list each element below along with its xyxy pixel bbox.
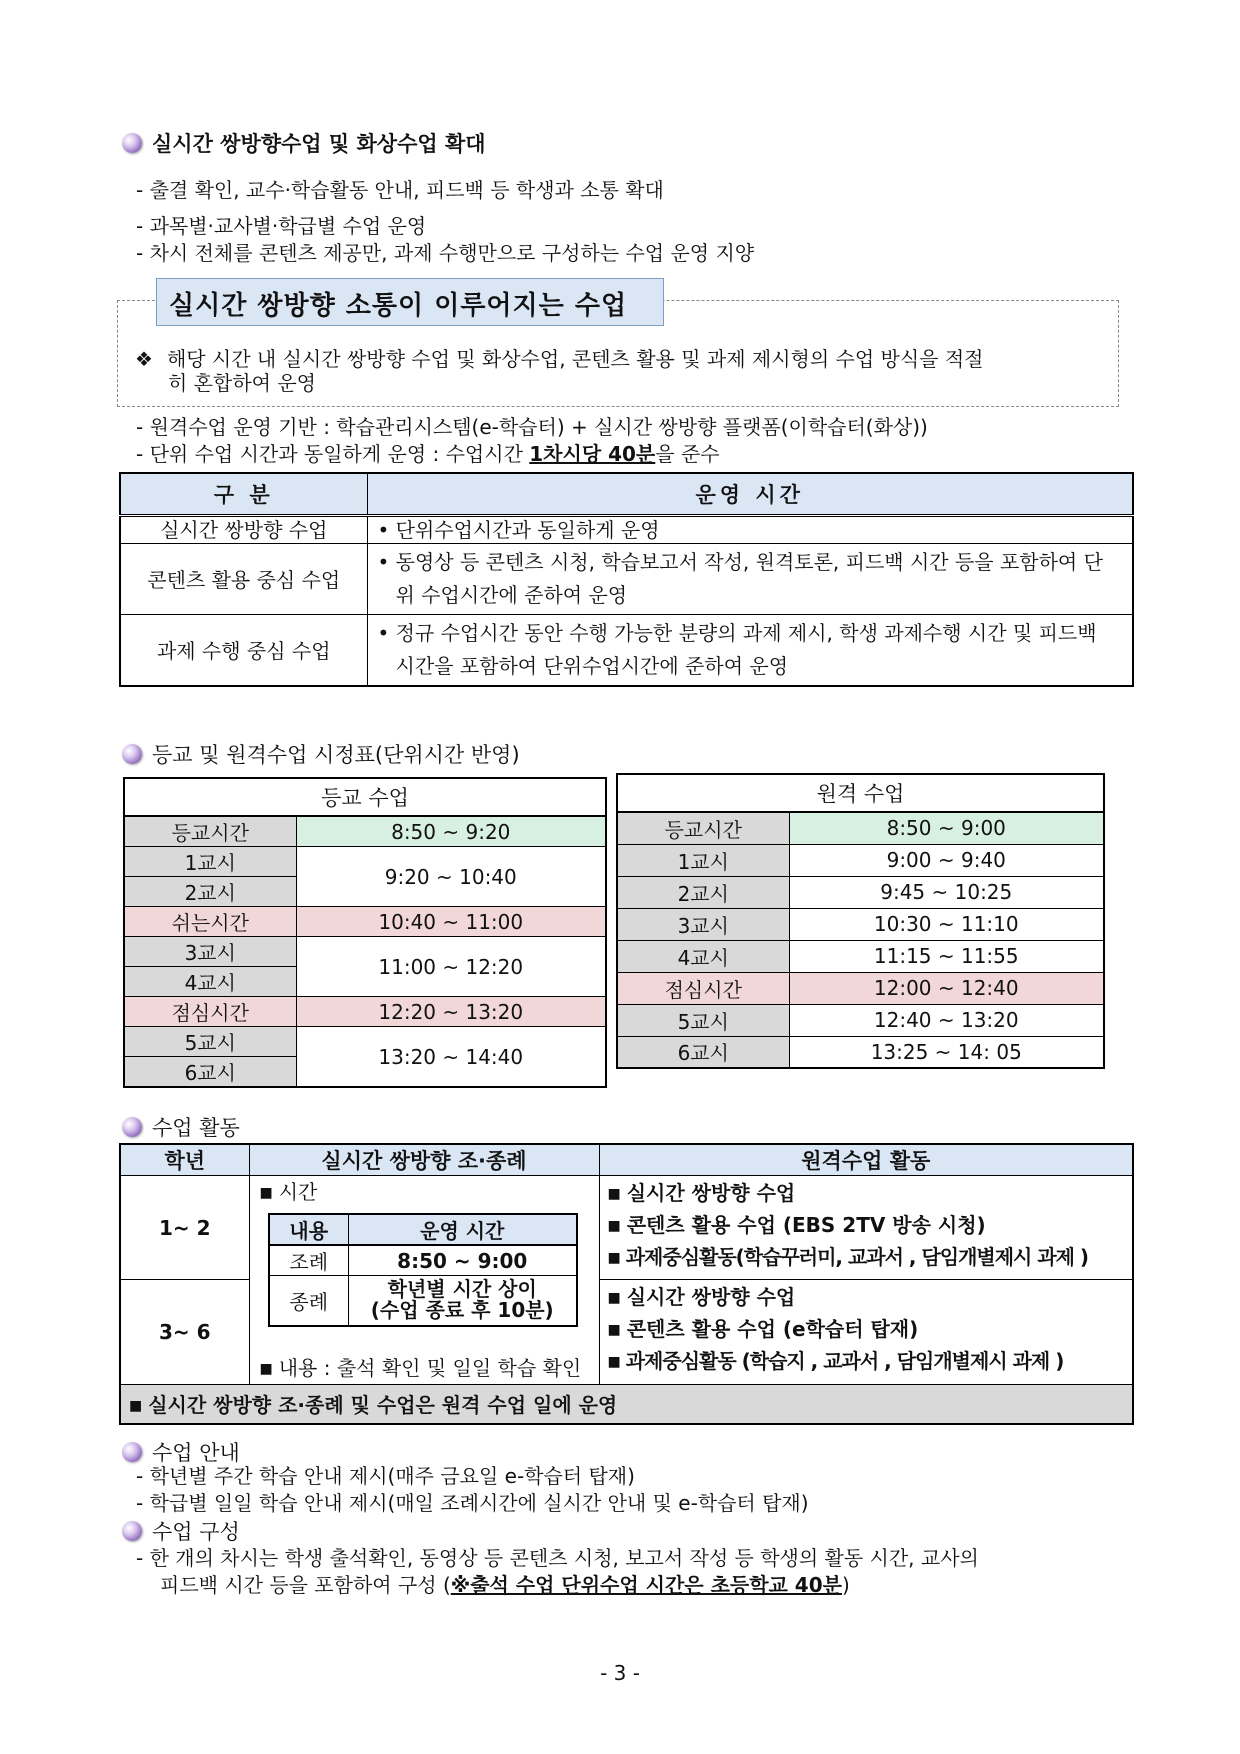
inner-time-line: 학년별 시간 상이	[387, 1277, 537, 1302]
diamond-bullet-icon: ❖	[135, 347, 153, 371]
period-label: 2교시	[124, 877, 296, 907]
period-time: 8:50 ~ 9:00	[789, 812, 1104, 844]
school-schedule-header: 등교 수업	[124, 778, 606, 816]
period-time: 11:15 ~ 11:55	[789, 940, 1104, 972]
activity-item	[608, 1346, 1125, 1378]
row-category: 콘텐츠 활용 중심 수업	[120, 543, 367, 614]
row-desc-line: 시간을 포함하여 단위수업시간에 준하여 운영	[395, 653, 789, 678]
g12-activities	[599, 1176, 1133, 1280]
inner-time-line: (수업 종료 후 10분)	[370, 1298, 554, 1323]
row-desc	[367, 614, 1133, 686]
header-category: 구 분	[120, 473, 367, 515]
square-bullet-icon: ■	[607, 1250, 620, 1266]
g36-activities	[599, 1280, 1133, 1384]
period-label: 등교시간	[124, 816, 296, 847]
content-note-text: 내용 : 출석 확인 및 일일 학습 확인	[278, 1355, 582, 1380]
remote-schedule-table	[616, 773, 1105, 1069]
homeroom-inner-table	[268, 1213, 578, 1327]
header-remote-activity: 원격수업 활동	[599, 1144, 1133, 1176]
table-row	[120, 515, 1133, 543]
activity-text: 과제중심활동(학습꾸러미, 교과서 , 담임개별제시 과제 )	[625, 1245, 1089, 1269]
section-title: 수업 구성	[152, 1520, 240, 1544]
period-label: 6교시	[124, 1057, 296, 1088]
period-time: 12:00 ~ 12:40	[789, 972, 1104, 1004]
period-label: 6교시	[617, 1036, 789, 1068]
period-time: 8:50 ~ 9:20	[296, 816, 606, 847]
period-time: 13:25 ~ 14: 05	[789, 1036, 1104, 1068]
section-heading-schedule	[122, 739, 520, 769]
text-line: - 한 개의 차시는 학생 출석확인, 동영상 등 콘텐츠 시청, 보고서 작성 등 학생의 활동 시간, 교사의	[136, 1546, 979, 1570]
activity-footer	[120, 1384, 1133, 1424]
time-label: 시간	[278, 1180, 318, 1204]
period-time: 9:00 ~ 9:40	[789, 844, 1104, 876]
row-category: 과제 수행 중심 수업	[120, 614, 367, 686]
inner-header-content: 내용	[269, 1214, 349, 1245]
header-grade: 학년	[120, 1144, 249, 1176]
activity-item	[608, 1210, 1125, 1242]
period-time: 12:20 ~ 13:20	[296, 997, 606, 1027]
row-desc: • 단위수업시간과 동일하게 운영	[367, 515, 1133, 543]
header-homeroom: 실시간 쌍방향 조·종례	[249, 1144, 599, 1176]
grade-cell: 1~ 2	[120, 1176, 249, 1280]
period-time: 12:40 ~ 13:20	[789, 1004, 1104, 1036]
text-line: - 과목별·교사별·학급별 수업 운영	[136, 214, 427, 238]
period-label: 4교시	[617, 940, 789, 972]
activity-item	[608, 1242, 1125, 1274]
period-label: 4교시	[124, 967, 296, 997]
activity-text: 실시간 쌍방향 수업	[626, 1181, 796, 1205]
period-label: 점심시간	[124, 997, 296, 1027]
period-label: 쉬는시간	[124, 907, 296, 937]
text-emphasis: 1차시당 40분	[529, 442, 656, 466]
period-time: 9:20 ~ 10:40	[296, 847, 606, 907]
info-box-line2: 히 혼합하여 운영	[168, 371, 316, 395]
period-label: 등교시간	[617, 812, 789, 844]
text-line: - 학년별 주간 학습 안내 제시(매주 금요일 e-학습터 탑재)	[136, 1464, 635, 1488]
text-prefix: - 단위 수업 시간과 동일하게 운영 : 수업시간	[136, 442, 530, 466]
text-line: - 차시 전체를 콘텐츠 제공만, 과제 수행만으로 구성하는 수업 운영 지양	[136, 241, 755, 265]
square-bullet-icon: ■	[259, 1185, 273, 1201]
activity-text: 콘텐츠 활용 수업 (e학습터 탑재)	[626, 1317, 919, 1342]
period-time: 13:20 ~ 14:40	[296, 1027, 606, 1088]
school-schedule-table	[123, 777, 607, 1088]
section-heading-composition	[122, 1516, 240, 1546]
text-line	[160, 1572, 850, 1598]
row-desc-line: 위 수업시간에 준하여 운영	[395, 582, 628, 607]
period-label: 3교시	[617, 908, 789, 940]
row-desc-line: • 동영상 등 콘텐츠 시청, 학습보고서 작성, 원격토론, 피드백 시간 등을 포함하여 단	[377, 549, 1103, 574]
period-label: 점심시간	[617, 972, 789, 1004]
section-title: 수업 활동	[152, 1116, 240, 1140]
content-note	[260, 1355, 589, 1382]
section-title: 수업 안내	[152, 1441, 240, 1465]
inner-time	[349, 1276, 577, 1326]
square-bullet-icon: ■	[607, 1218, 621, 1234]
activity-table	[119, 1143, 1134, 1425]
section-heading-realtime	[122, 128, 486, 158]
text-line: - 학급별 일일 학습 안내 제시(매일 조례시간에 실시간 안내 및 e-학습터 탑재)	[136, 1491, 809, 1515]
activity-item	[608, 1178, 1125, 1210]
period-label: 1교시	[617, 844, 789, 876]
inner-header-time: 운영 시간	[349, 1214, 577, 1245]
row-desc-line: • 정규 수업시간 동안 수행 가능한 분량의 과제 제시, 학생 과제수행 시간 및 피드백	[377, 620, 1097, 645]
section-title: 실시간 쌍방향수업 및 화상수업 확대	[152, 132, 486, 156]
table-row	[120, 614, 1133, 686]
homeroom-cell	[249, 1176, 599, 1385]
period-label: 2교시	[617, 876, 789, 908]
grade-cell: 3~ 6	[120, 1280, 249, 1384]
text-line	[136, 441, 720, 467]
activity-text: 과제중심활동 (학습지 , 교과서 , 담임개별제시 과제 )	[625, 1349, 1064, 1374]
operation-table	[119, 472, 1134, 687]
period-label: 5교시	[124, 1027, 296, 1057]
time-heading	[260, 1178, 589, 1207]
text-suffix: )	[841, 1573, 850, 1597]
square-bullet-icon: ■	[607, 1322, 621, 1339]
period-label: 1교시	[124, 847, 296, 877]
text-emphasis: ※출석 수업 단위수업 시간은 초등학교 40분	[450, 1573, 842, 1597]
purple-bullet-icon	[122, 1442, 142, 1462]
activity-text: 콘텐츠 활용 수업 (EBS 2TV 방송 시청)	[626, 1213, 986, 1237]
inner-time: 8:50 ~ 9:00	[349, 1245, 577, 1276]
activity-footer-text: 실시간 쌍방향 조·종례 및 수업은 원격 수업 일에 운영	[148, 1393, 618, 1418]
purple-bullet-icon	[122, 133, 142, 153]
activity-item	[608, 1282, 1125, 1314]
activity-item	[608, 1314, 1125, 1346]
purple-bullet-icon	[122, 1117, 142, 1137]
purple-bullet-icon	[122, 1521, 142, 1541]
period-time: 10:40 ~ 11:00	[296, 907, 606, 937]
period-label: 3교시	[124, 937, 296, 967]
row-desc	[367, 543, 1133, 614]
activity-text: 실시간 쌍방향 수업	[626, 1285, 796, 1310]
table-row	[120, 543, 1133, 614]
square-bullet-icon: ■	[607, 1354, 620, 1371]
text-prefix: 피드백 시간 등을 포함하여 구성 (	[160, 1573, 451, 1597]
row-category: 실시간 쌍방향 수업	[120, 515, 367, 543]
page-number: - 3 -	[600, 1661, 640, 1685]
section-title: 등교 및 원격수업 시정표(단위시간 반영)	[152, 743, 520, 767]
purple-bullet-icon	[122, 744, 142, 764]
period-time: 11:00 ~ 12:20	[296, 937, 606, 997]
square-bullet-icon: ■	[129, 1398, 143, 1415]
square-bullet-icon: ■	[259, 1360, 273, 1377]
text-suffix: 을 준수	[655, 442, 720, 466]
info-box-title: 실시간 쌍방향 소통이 이루어지는 수업	[156, 278, 664, 326]
period-label: 5교시	[617, 1004, 789, 1036]
period-time: 10:30 ~ 11:10	[789, 908, 1104, 940]
remote-schedule-header: 원격 수업	[617, 774, 1104, 812]
square-bullet-icon: ■	[607, 1290, 621, 1307]
inner-label: 조례	[269, 1245, 349, 1276]
inner-label: 종례	[269, 1276, 349, 1326]
period-time: 9:45 ~ 10:25	[789, 876, 1104, 908]
text-line: - 원격수업 운영 기반 : 학습관리시스템(e-학습터) + 실시간 쌍방향 플랫폼(이학습터(화상))	[136, 415, 928, 439]
info-box-line1: 해당 시간 내 실시간 쌍방향 수업 및 화상수업, 콘텐츠 활용 및 과제 제시형의 수업 방식을 적절	[166, 347, 984, 371]
header-optime: 운영 시간	[367, 473, 1133, 515]
square-bullet-icon: ■	[607, 1186, 621, 1202]
text-line: - 출결 확인, 교수·학습활동 안내, 피드백 등 학생과 소통 확대	[136, 178, 664, 202]
section-heading-activity	[122, 1112, 240, 1142]
